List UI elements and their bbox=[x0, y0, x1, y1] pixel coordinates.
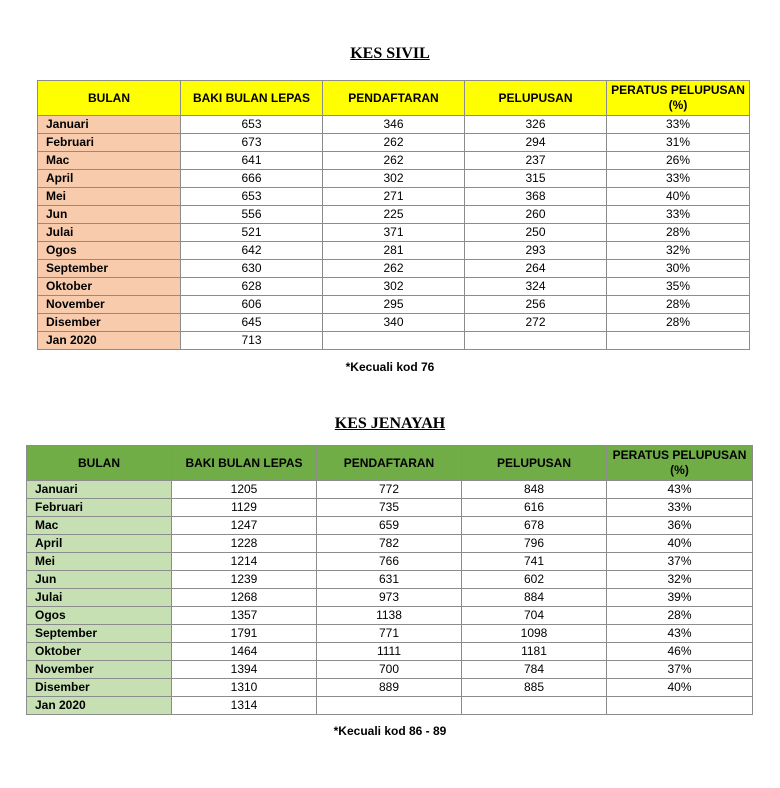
month-cell: Mei bbox=[38, 188, 181, 206]
baki-cell: 1228 bbox=[172, 535, 317, 553]
pelupusan-cell: 1181 bbox=[462, 643, 607, 661]
pendaftaran-cell: 771 bbox=[317, 625, 462, 643]
pendaftaran-cell: 631 bbox=[317, 571, 462, 589]
month-cell: November bbox=[38, 296, 181, 314]
month-cell: Ogos bbox=[38, 242, 181, 260]
header-baki-bulan-lepas: BAKI BULAN LEPAS bbox=[181, 81, 323, 116]
peratus-cell: 28% bbox=[607, 296, 750, 314]
pelupusan-cell: 326 bbox=[465, 116, 607, 134]
pendaftaran-cell: 1111 bbox=[317, 643, 462, 661]
pendaftaran-cell: 659 bbox=[317, 517, 462, 535]
month-cell: September bbox=[27, 625, 172, 643]
baki-cell: 628 bbox=[181, 278, 323, 296]
header-bulan: BULAN bbox=[27, 446, 172, 481]
header-bulan: BULAN bbox=[38, 81, 181, 116]
baki-cell: 1129 bbox=[172, 499, 317, 517]
table-row bbox=[27, 589, 753, 607]
header-peratus-pelupusan: PERATUS PELUPUSAN (%) bbox=[607, 81, 750, 116]
pelupusan-cell bbox=[465, 332, 607, 350]
peratus-cell: 33% bbox=[607, 499, 753, 517]
baki-cell: 673 bbox=[181, 134, 323, 152]
peratus-cell bbox=[607, 332, 750, 350]
month-cell: Ogos bbox=[27, 607, 172, 625]
pelupusan-cell: 368 bbox=[465, 188, 607, 206]
pelupusan-cell: 250 bbox=[465, 224, 607, 242]
baki-cell: 1239 bbox=[172, 571, 317, 589]
month-cell: Januari bbox=[38, 116, 181, 134]
pelupusan-cell: 324 bbox=[465, 278, 607, 296]
peratus-cell: 33% bbox=[607, 206, 750, 224]
pelupusan-cell: 741 bbox=[462, 553, 607, 571]
pelupusan-cell: 272 bbox=[465, 314, 607, 332]
pendaftaran-cell: 973 bbox=[317, 589, 462, 607]
baki-cell: 666 bbox=[181, 170, 323, 188]
pelupusan-cell: 264 bbox=[465, 260, 607, 278]
peratus-cell: 35% bbox=[607, 278, 750, 296]
pendaftaran-cell: 782 bbox=[317, 535, 462, 553]
pendaftaran-cell: 772 bbox=[317, 481, 462, 499]
peratus-cell: 43% bbox=[607, 481, 753, 499]
civil-title: KES SIVIL bbox=[350, 45, 430, 62]
baki-cell: 1268 bbox=[172, 589, 317, 607]
peratus-cell: 28% bbox=[607, 224, 750, 242]
pendaftaran-cell: 766 bbox=[317, 553, 462, 571]
table-row bbox=[27, 517, 753, 535]
month-cell: Februari bbox=[27, 499, 172, 517]
peratus-cell: 37% bbox=[607, 553, 753, 571]
month-cell: Disember bbox=[27, 679, 172, 697]
baki-cell: 1357 bbox=[172, 607, 317, 625]
header-baki-bulan-lepas: BAKI BULAN LEPAS bbox=[172, 446, 317, 481]
pelupusan-cell: 237 bbox=[465, 152, 607, 170]
baki-cell: 1314 bbox=[172, 697, 317, 715]
pelupusan-cell: 293 bbox=[465, 242, 607, 260]
table-row bbox=[27, 679, 753, 697]
header-pendaftaran: PENDAFTARAN bbox=[317, 446, 462, 481]
peratus-cell: 40% bbox=[607, 188, 750, 206]
baki-cell: 1464 bbox=[172, 643, 317, 661]
peratus-cell: 32% bbox=[607, 571, 753, 589]
table-row bbox=[38, 224, 750, 242]
month-cell: Jun bbox=[38, 206, 181, 224]
baki-cell: 1247 bbox=[172, 517, 317, 535]
peratus-cell: 26% bbox=[607, 152, 750, 170]
table-row bbox=[38, 134, 750, 152]
pelupusan-cell: 784 bbox=[462, 661, 607, 679]
table-row bbox=[27, 661, 753, 679]
baki-cell: 1791 bbox=[172, 625, 317, 643]
month-cell: Disember bbox=[38, 314, 181, 332]
pelupusan-cell: 704 bbox=[462, 607, 607, 625]
baki-cell: 556 bbox=[181, 206, 323, 224]
pelupusan-cell: 678 bbox=[462, 517, 607, 535]
baki-cell: 630 bbox=[181, 260, 323, 278]
month-cell: April bbox=[27, 535, 172, 553]
table-row bbox=[38, 296, 750, 314]
baki-cell: 642 bbox=[181, 242, 323, 260]
table-row bbox=[38, 152, 750, 170]
civil-table bbox=[37, 80, 750, 350]
pendaftaran-cell bbox=[323, 332, 465, 350]
baki-cell: 641 bbox=[181, 152, 323, 170]
month-cell: Mac bbox=[27, 517, 172, 535]
pendaftaran-cell: 735 bbox=[317, 499, 462, 517]
table-row bbox=[27, 535, 753, 553]
pelupusan-cell: 1098 bbox=[462, 625, 607, 643]
pendaftaran-cell: 225 bbox=[323, 206, 465, 224]
criminal-header-row bbox=[27, 446, 753, 481]
month-cell: Julai bbox=[38, 224, 181, 242]
month-cell: April bbox=[38, 170, 181, 188]
pelupusan-cell bbox=[462, 697, 607, 715]
pelupusan-cell: 885 bbox=[462, 679, 607, 697]
pendaftaran-cell: 262 bbox=[323, 134, 465, 152]
month-cell: September bbox=[38, 260, 181, 278]
table-row bbox=[38, 332, 750, 350]
peratus-cell: 28% bbox=[607, 607, 753, 625]
month-cell: Jun bbox=[27, 571, 172, 589]
peratus-cell: 36% bbox=[607, 517, 753, 535]
pendaftaran-cell: 371 bbox=[323, 224, 465, 242]
pendaftaran-cell: 281 bbox=[323, 242, 465, 260]
pendaftaran-cell: 271 bbox=[323, 188, 465, 206]
month-cell: Jan 2020 bbox=[27, 697, 172, 715]
civil-note: *Kecuali kod 76 bbox=[345, 360, 435, 374]
pendaftaran-cell: 302 bbox=[323, 170, 465, 188]
baki-cell: 653 bbox=[181, 188, 323, 206]
criminal-note: *Kecuali kod 86 - 89 bbox=[333, 724, 447, 738]
peratus-cell: 33% bbox=[607, 116, 750, 134]
table-row bbox=[27, 697, 753, 715]
pendaftaran-cell: 262 bbox=[323, 260, 465, 278]
month-cell: Mei bbox=[27, 553, 172, 571]
peratus-cell: 28% bbox=[607, 314, 750, 332]
table-row bbox=[38, 188, 750, 206]
pelupusan-cell: 884 bbox=[462, 589, 607, 607]
baki-cell: 645 bbox=[181, 314, 323, 332]
peratus-cell: 30% bbox=[607, 260, 750, 278]
baki-cell: 606 bbox=[181, 296, 323, 314]
pelupusan-cell: 315 bbox=[465, 170, 607, 188]
peratus-cell: 32% bbox=[607, 242, 750, 260]
pendaftaran-cell: 262 bbox=[323, 152, 465, 170]
peratus-cell: 40% bbox=[607, 535, 753, 553]
peratus-cell bbox=[607, 697, 753, 715]
table-row bbox=[38, 260, 750, 278]
baki-cell: 1205 bbox=[172, 481, 317, 499]
month-cell: Mac bbox=[38, 152, 181, 170]
peratus-cell: 31% bbox=[607, 134, 750, 152]
baki-cell: 1310 bbox=[172, 679, 317, 697]
baki-cell: 521 bbox=[181, 224, 323, 242]
criminal-table bbox=[26, 445, 753, 715]
pelupusan-cell: 796 bbox=[462, 535, 607, 553]
table-row bbox=[38, 116, 750, 134]
table-row bbox=[38, 278, 750, 296]
criminal-title: KES JENAYAH bbox=[334, 415, 446, 432]
peratus-cell: 46% bbox=[607, 643, 753, 661]
peratus-cell: 37% bbox=[607, 661, 753, 679]
pelupusan-cell: 616 bbox=[462, 499, 607, 517]
month-cell: Oktober bbox=[38, 278, 181, 296]
pendaftaran-cell: 302 bbox=[323, 278, 465, 296]
month-cell: Julai bbox=[27, 589, 172, 607]
pelupusan-cell: 602 bbox=[462, 571, 607, 589]
table-row bbox=[27, 607, 753, 625]
header-peratus-pelupusan: PERATUS PELUPUSAN (%) bbox=[607, 446, 753, 481]
month-cell: Januari bbox=[27, 481, 172, 499]
table-row bbox=[27, 571, 753, 589]
baki-cell: 1214 bbox=[172, 553, 317, 571]
table-row bbox=[27, 625, 753, 643]
month-cell: Oktober bbox=[27, 643, 172, 661]
month-cell: Jan 2020 bbox=[38, 332, 181, 350]
civil-header-row bbox=[38, 81, 750, 116]
baki-cell: 653 bbox=[181, 116, 323, 134]
pendaftaran-cell: 340 bbox=[323, 314, 465, 332]
month-cell: Februari bbox=[38, 134, 181, 152]
pendaftaran-cell: 1138 bbox=[317, 607, 462, 625]
pelupusan-cell: 848 bbox=[462, 481, 607, 499]
pelupusan-cell: 256 bbox=[465, 296, 607, 314]
table-row bbox=[38, 242, 750, 260]
table-row bbox=[38, 314, 750, 332]
pendaftaran-cell bbox=[317, 697, 462, 715]
pendaftaran-cell: 700 bbox=[317, 661, 462, 679]
pelupusan-cell: 260 bbox=[465, 206, 607, 224]
baki-cell: 713 bbox=[181, 332, 323, 350]
table-row bbox=[38, 170, 750, 188]
table-row bbox=[27, 481, 753, 499]
baki-cell: 1394 bbox=[172, 661, 317, 679]
peratus-cell: 43% bbox=[607, 625, 753, 643]
header-pelupusan: PELUPUSAN bbox=[465, 81, 607, 116]
pendaftaran-cell: 346 bbox=[323, 116, 465, 134]
pendaftaran-cell: 889 bbox=[317, 679, 462, 697]
peratus-cell: 39% bbox=[607, 589, 753, 607]
table-row bbox=[27, 553, 753, 571]
month-cell: November bbox=[27, 661, 172, 679]
table-row bbox=[27, 499, 753, 517]
header-pendaftaran: PENDAFTARAN bbox=[323, 81, 465, 116]
table-row bbox=[27, 643, 753, 661]
pendaftaran-cell: 295 bbox=[323, 296, 465, 314]
peratus-cell: 33% bbox=[607, 170, 750, 188]
pelupusan-cell: 294 bbox=[465, 134, 607, 152]
table-row bbox=[38, 206, 750, 224]
header-pelupusan: PELUPUSAN bbox=[462, 446, 607, 481]
peratus-cell: 40% bbox=[607, 679, 753, 697]
